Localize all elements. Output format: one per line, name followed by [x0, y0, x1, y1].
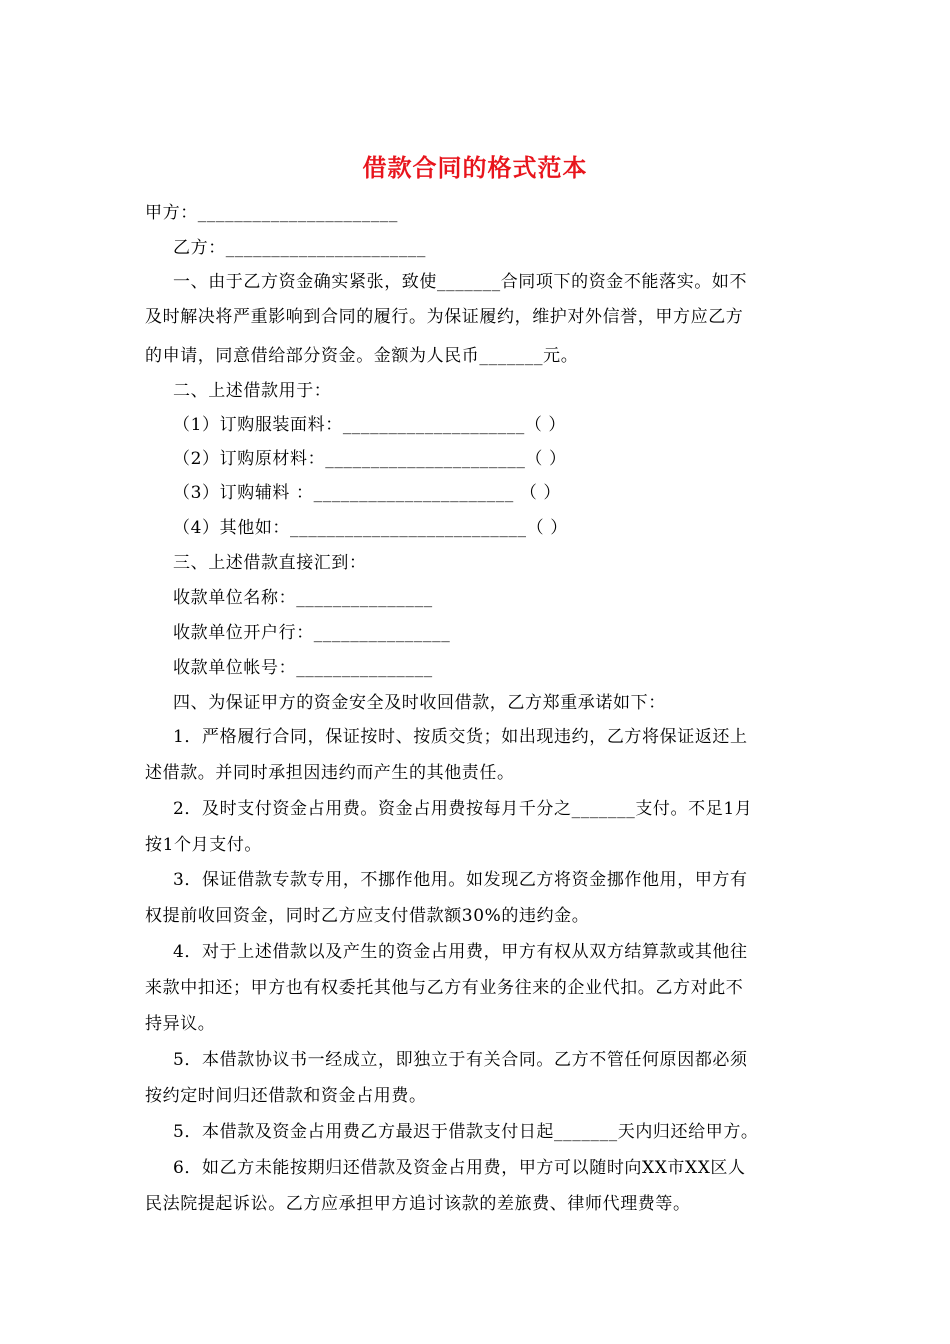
paragraph-line: 及时解决将严重影响到合同的履行。为保证履约，维护对外信誉，甲方应乙方	[145, 307, 744, 327]
paragraph-line: 述借款。并同时承担因违约而产生的其他责任。	[145, 763, 515, 783]
paragraph-line: 一、由于乙方资金确实紧张，致使_______合同项下的资金不能落实。如不	[173, 272, 748, 292]
payee-field: 收款单位帐号：_______________	[173, 658, 433, 678]
paragraph-line: 3．保证借款专款专用，不挪作他用。如发现乙方将资金挪作他用，甲方有	[173, 870, 748, 890]
section-heading: 二、上述借款用于：	[173, 381, 332, 401]
paragraph-line: 5．本借款协议书一经成立，即独立于有关合同。乙方不管任何原因都必须	[173, 1050, 748, 1070]
list-item: （2）订购原材料：______________________（ ）	[173, 449, 567, 469]
list-item: （1）订购服装面料：____________________（ ）	[173, 415, 567, 435]
paragraph-line: 持异议。	[145, 1014, 216, 1034]
section-heading: 四、为保证甲方的资金安全及时收回借款，乙方郑重承诺如下：	[173, 693, 666, 713]
paragraph-line: 5．本借款及资金占用费乙方最迟于借款支付日起_______天内归还给甲方。	[173, 1122, 759, 1142]
payee-field: 收款单位开户行：_______________	[173, 623, 451, 643]
paragraph-line: 权提前收回资金，同时乙方应支付借款额30%的违约金。	[145, 906, 590, 926]
paragraph-line: 民法院提起诉讼。乙方应承担甲方追讨该款的差旅费、律师代理费等。	[145, 1194, 691, 1214]
paragraph-line: 2．及时支付资金占用费。资金占用费按每月千分之_______支付。不足1月	[173, 799, 753, 819]
list-item: （4）其他如：__________________________（ ）	[173, 518, 568, 538]
section-heading: 三、上述借款直接汇到：	[173, 553, 367, 573]
party-b-line: 乙方：______________________	[173, 238, 426, 258]
paragraph-line: 4．对于上述借款以及产生的资金占用费，甲方有权从双方结算款或其他往	[173, 942, 748, 962]
paragraph-line: 的申请，同意借给部分资金。金额为人民币_______元。	[145, 346, 579, 366]
list-item: （3）订购辅料 ：______________________ （ ）	[173, 483, 562, 503]
paragraph-line: 6．如乙方未能按期归还借款及资金占用费，甲方可以随时向XX市XX区人	[173, 1158, 746, 1178]
paragraph-line: 按1个月支付。	[145, 835, 263, 855]
paragraph-line: 按约定时间归还借款和资金占用费。	[145, 1086, 427, 1106]
payee-field: 收款单位名称：_______________	[173, 588, 433, 608]
paragraph-line: 来款中扣还；甲方也有权委托其他与乙方有业务往来的企业代扣。乙方对此不	[145, 978, 744, 998]
paragraph-line: 1．严格履行合同，保证按时、按质交货；如出现违约，乙方将保证返还上	[173, 727, 748, 747]
party-a-line: 甲方：______________________	[145, 203, 398, 223]
document-title: 借款合同的格式范本	[362, 154, 588, 182]
